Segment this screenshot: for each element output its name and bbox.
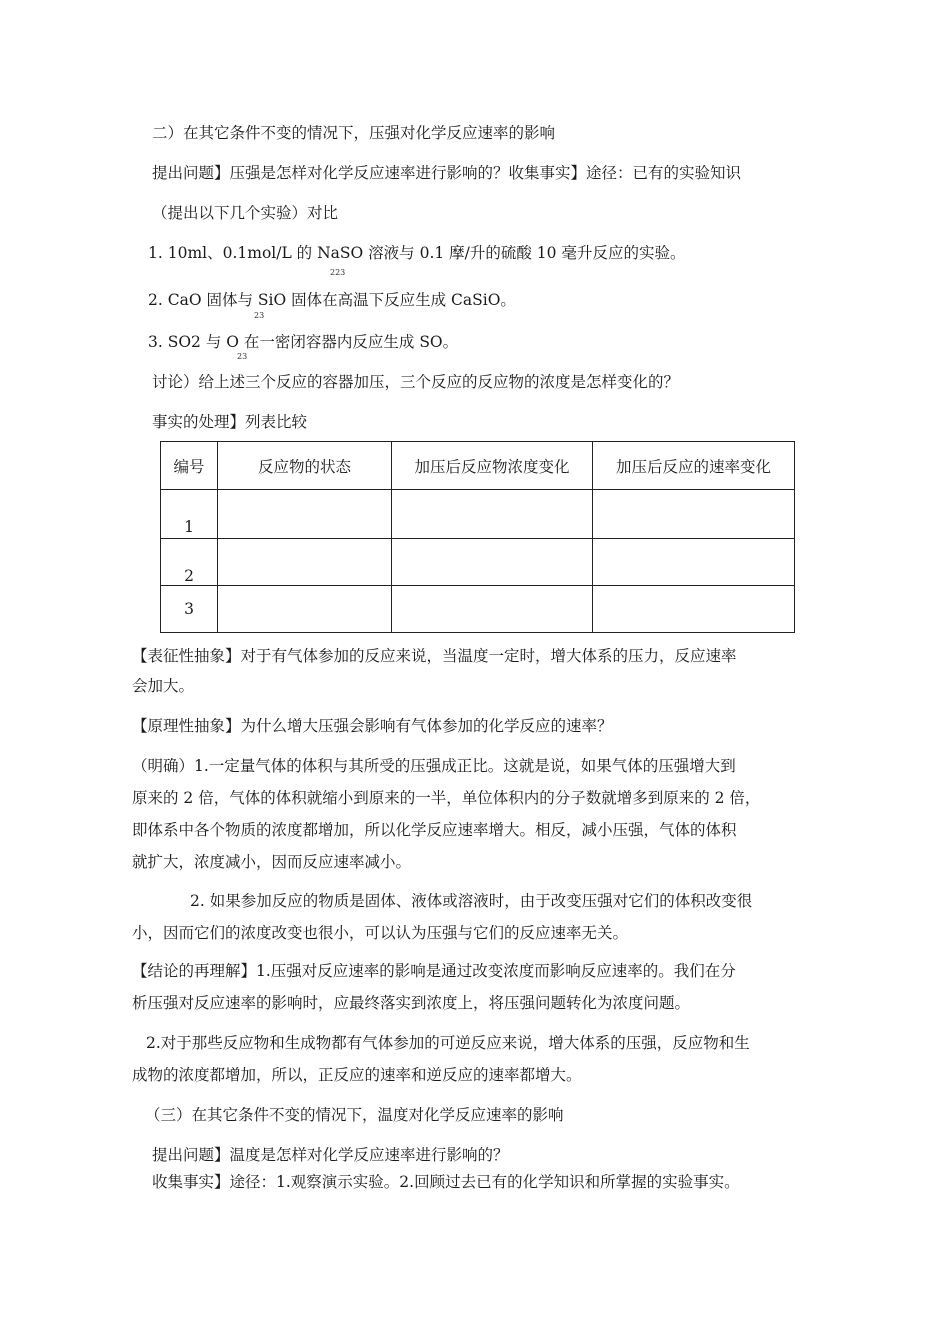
conclusion-line4: 成物的浓度都增加，所以，正反应的速率和逆反应的速率都增大。	[132, 1066, 582, 1084]
experiment-2-subscript: 23	[254, 311, 265, 320]
conclusion-line2: 析压强对反应速率的影响时，应最终落实到浓度上，将压强问题转化为浓度问题。	[132, 994, 691, 1012]
experiment-3-subscript: 23	[237, 352, 248, 361]
row-number: 3	[161, 586, 218, 633]
representational-abstraction-line2: 会加大。	[132, 677, 195, 695]
header-concentration-change: 加压后反应物浓度变化	[392, 442, 593, 490]
cell-concentration	[392, 586, 593, 633]
header-reactant-state: 反应物的状态	[218, 442, 392, 490]
clarify-line5: 2. 如果参加反应的物质是固体、液体或溶液时，由于改变压强对它们的体积改变很	[190, 892, 753, 910]
cell-state	[218, 490, 392, 539]
section2-heading: 二）在其它条件不变的情况下，压强对化学反应速率的影响	[152, 124, 556, 142]
row-number: 1	[161, 490, 218, 539]
table-row	[161, 490, 795, 539]
section3-question: 提出问题】温度是怎样对化学反应速率进行影响的？	[152, 1146, 509, 1164]
header-number: 编号	[161, 442, 218, 490]
cell-concentration	[392, 539, 593, 586]
section3-heading: （三）在其它条件不变的情况下，温度对化学反应速率的影响	[145, 1106, 564, 1124]
cell-state	[218, 539, 392, 586]
cell-concentration	[392, 490, 593, 539]
clarify-line3: 即体系中各个物质的浓度都增加，所以化学反应速率增大。相反，减小压强，气体的体积	[132, 821, 737, 839]
clarify-line2: 原来的 2 倍，气体的体积就缩小到原来的一半，单位体积内的分子数就增多到原来的 2 倍，	[132, 789, 761, 807]
table-intro: 事实的处理】列表比较	[152, 413, 308, 431]
table-header-row	[161, 442, 795, 490]
clarify-line6: 小，因而它们的浓度改变也很小，可以认为压强与它们的反应速率无关。	[132, 924, 629, 942]
experiment-2: 2. CaO 固体与 SiO 固体在高温下反应生成 CaSiO。	[148, 291, 516, 309]
comparison-table	[160, 441, 795, 633]
clarify-line4: 就扩大，浓度减小，因而反应速率减小。	[132, 853, 412, 871]
representational-abstraction-line1: 【表征性抽象】对于有气体参加的反应来说，当温度一定时，增大体系的压力，反应速率	[132, 647, 737, 665]
cell-rate	[593, 490, 795, 539]
principle-abstraction: 【原理性抽象】为什么增大压强会影响有气体参加的化学反应的速率？	[132, 717, 613, 735]
conclusion-line3: 2.对于那些反应物和生成物都有气体参加的可逆反应来说，增大体系的压强，反应物和生	[146, 1034, 750, 1052]
conclusion-line1: 【结论的再理解】1.压强对反应速率的影响是通过改变浓度而影响反应速率的。我们在分	[132, 962, 736, 980]
experiment-1: 1. 10ml、0.1mol/L 的 NaSO 溶液与 0.1 摩/升的硫酸 10 毫升反应的实验。	[148, 244, 686, 262]
section3-facts: 收集事实】途径：1.观察演示实验。2.回顾过去已有的化学知识和所掌握的实验事实。	[152, 1173, 740, 1191]
question-line: 提出问题】压强是怎样对化学反应速率进行影响的？收集事实】途径：已有的实验知识	[152, 164, 742, 182]
discussion: 讨论）给上述三个反应的容器加压，三个反应的反应物的浓度是怎样变化的？	[152, 373, 680, 391]
experiment-1-subscript: 223	[330, 268, 346, 277]
clarify-line1: （明确）1.一定量气体的体积与其所受的压强成正比。这就是说，如果气体的压强增大到	[132, 757, 736, 775]
table-row	[161, 586, 795, 633]
experiments-intro: （提出以下几个实验）对比	[152, 204, 339, 222]
table-row	[161, 539, 795, 586]
row-number: 2	[161, 539, 218, 586]
cell-rate	[593, 539, 795, 586]
header-rate-change: 加压后反应的速率变化	[593, 442, 795, 490]
cell-state	[218, 586, 392, 633]
experiment-3: 3. SO2 与 O 在一密闭容器内反应生成 SO。	[148, 333, 459, 351]
cell-rate	[593, 586, 795, 633]
